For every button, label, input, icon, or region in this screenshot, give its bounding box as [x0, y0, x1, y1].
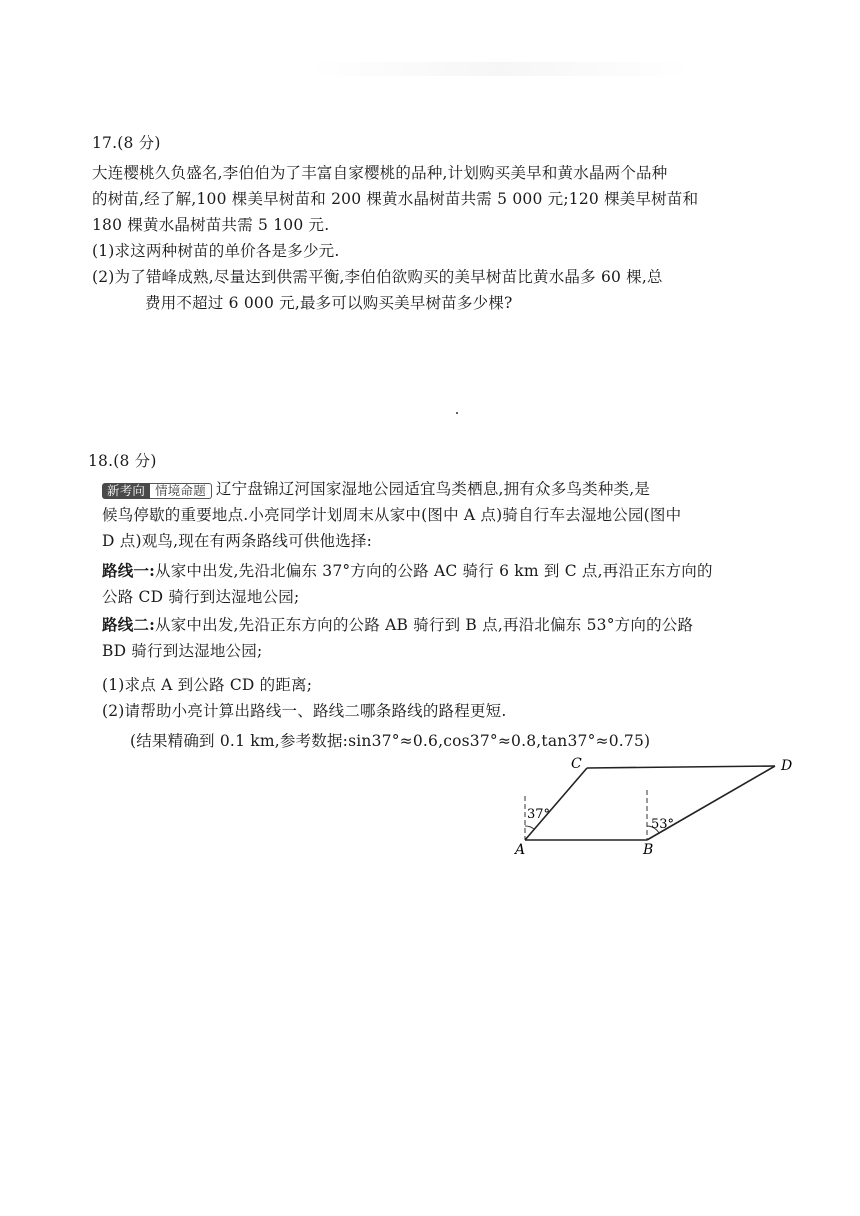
angle-arc-A — [525, 826, 534, 829]
q18-route-1 — [102, 560, 713, 582]
q18-line-2: 候鸟停歇的重要地点.小亮同学计划周末从家中(图中 A 点)骑自行车去湿地公园(图中 — [102, 506, 682, 524]
q17-line-1: 大连樱桃久负盛名,李伯伯为了丰富自家樱桃的品种,计划购买美早和黄水晶两个品种 — [92, 164, 668, 182]
route-2-text: 从家中出发,先沿正东方向的公路 AB 骑行到 B 点,再沿北偏东 53°方向的公路 — [155, 616, 694, 634]
q17-number: 17.(8 分) — [92, 134, 161, 152]
badge-left: 新考向 — [102, 483, 150, 499]
q18-text-1: 辽宁盘锦辽河国家湿地公园适宜鸟类栖息,拥有众多鸟类种类,是 — [215, 480, 651, 498]
angle-label-A: 37° — [527, 807, 551, 822]
q17-line-3: 180 棵黄水晶树苗共需 5 100 元. — [92, 216, 330, 234]
segment-CD — [587, 766, 775, 768]
scan-artifact — [305, 62, 695, 76]
q18-line-1 — [102, 478, 650, 500]
badge-right: 情境命题 — [150, 483, 212, 499]
q17-subquestion-2: (2)为了错峰成熟,尽量达到供需平衡,李伯伯欲购买的美早树苗比黄水晶多 60 棵,总 — [92, 268, 663, 286]
q18-route-1-cont: 公路 CD 骑行到达湿地公园; — [102, 588, 300, 606]
q18-subquestion-2: (2)请帮助小亮计算出路线一、路线二哪条路线的路程更短. — [102, 702, 507, 720]
stray-dot — [456, 412, 458, 414]
q18-subquestion-1: (1)求点 A 到公路 CD 的距离; — [102, 676, 313, 694]
angle-label-B: 53° — [651, 817, 675, 832]
route-1-label: 路线一: — [102, 561, 156, 580]
geometry-figure — [505, 750, 805, 860]
q18-route-2-cont: BD 骑行到达湿地公园; — [102, 642, 263, 660]
point-label-A: A — [515, 842, 526, 858]
q18-route-2 — [102, 614, 693, 636]
q18-number: 18.(8 分) — [88, 452, 157, 470]
segment-AC — [525, 768, 587, 840]
q17-subquestion-1: (1)求这两种树苗的单价各是多少元. — [92, 242, 340, 260]
new-trend-badge — [102, 483, 212, 499]
q17-subquestion-2-cont: 费用不超过 6 000 元,最多可以购买美早树苗多少棵? — [145, 294, 513, 312]
route-2-label: 路线二: — [102, 615, 156, 634]
point-label-B: B — [643, 842, 654, 858]
route-1-text: 从家中出发,先沿北偏东 37°方向的公路 AC 骑行 6 km 到 C 点,再沿正东方向的 — [155, 562, 713, 580]
q17-line-2: 的树苗,经了解,100 棵美早树苗和 200 棵黄水晶树苗共需 5 000 元;120 棵美早树苗和 — [92, 190, 699, 208]
point-label-C: C — [571, 756, 582, 772]
q18-note: (结果精确到 0.1 km,参考数据:sin37°≈0.6,cos37°≈0.8,tan37°≈0.75) — [130, 732, 651, 750]
point-label-D: D — [781, 758, 793, 774]
q18-line-3: D 点)观鸟,现在有两条路线可供他选择: — [102, 532, 373, 550]
